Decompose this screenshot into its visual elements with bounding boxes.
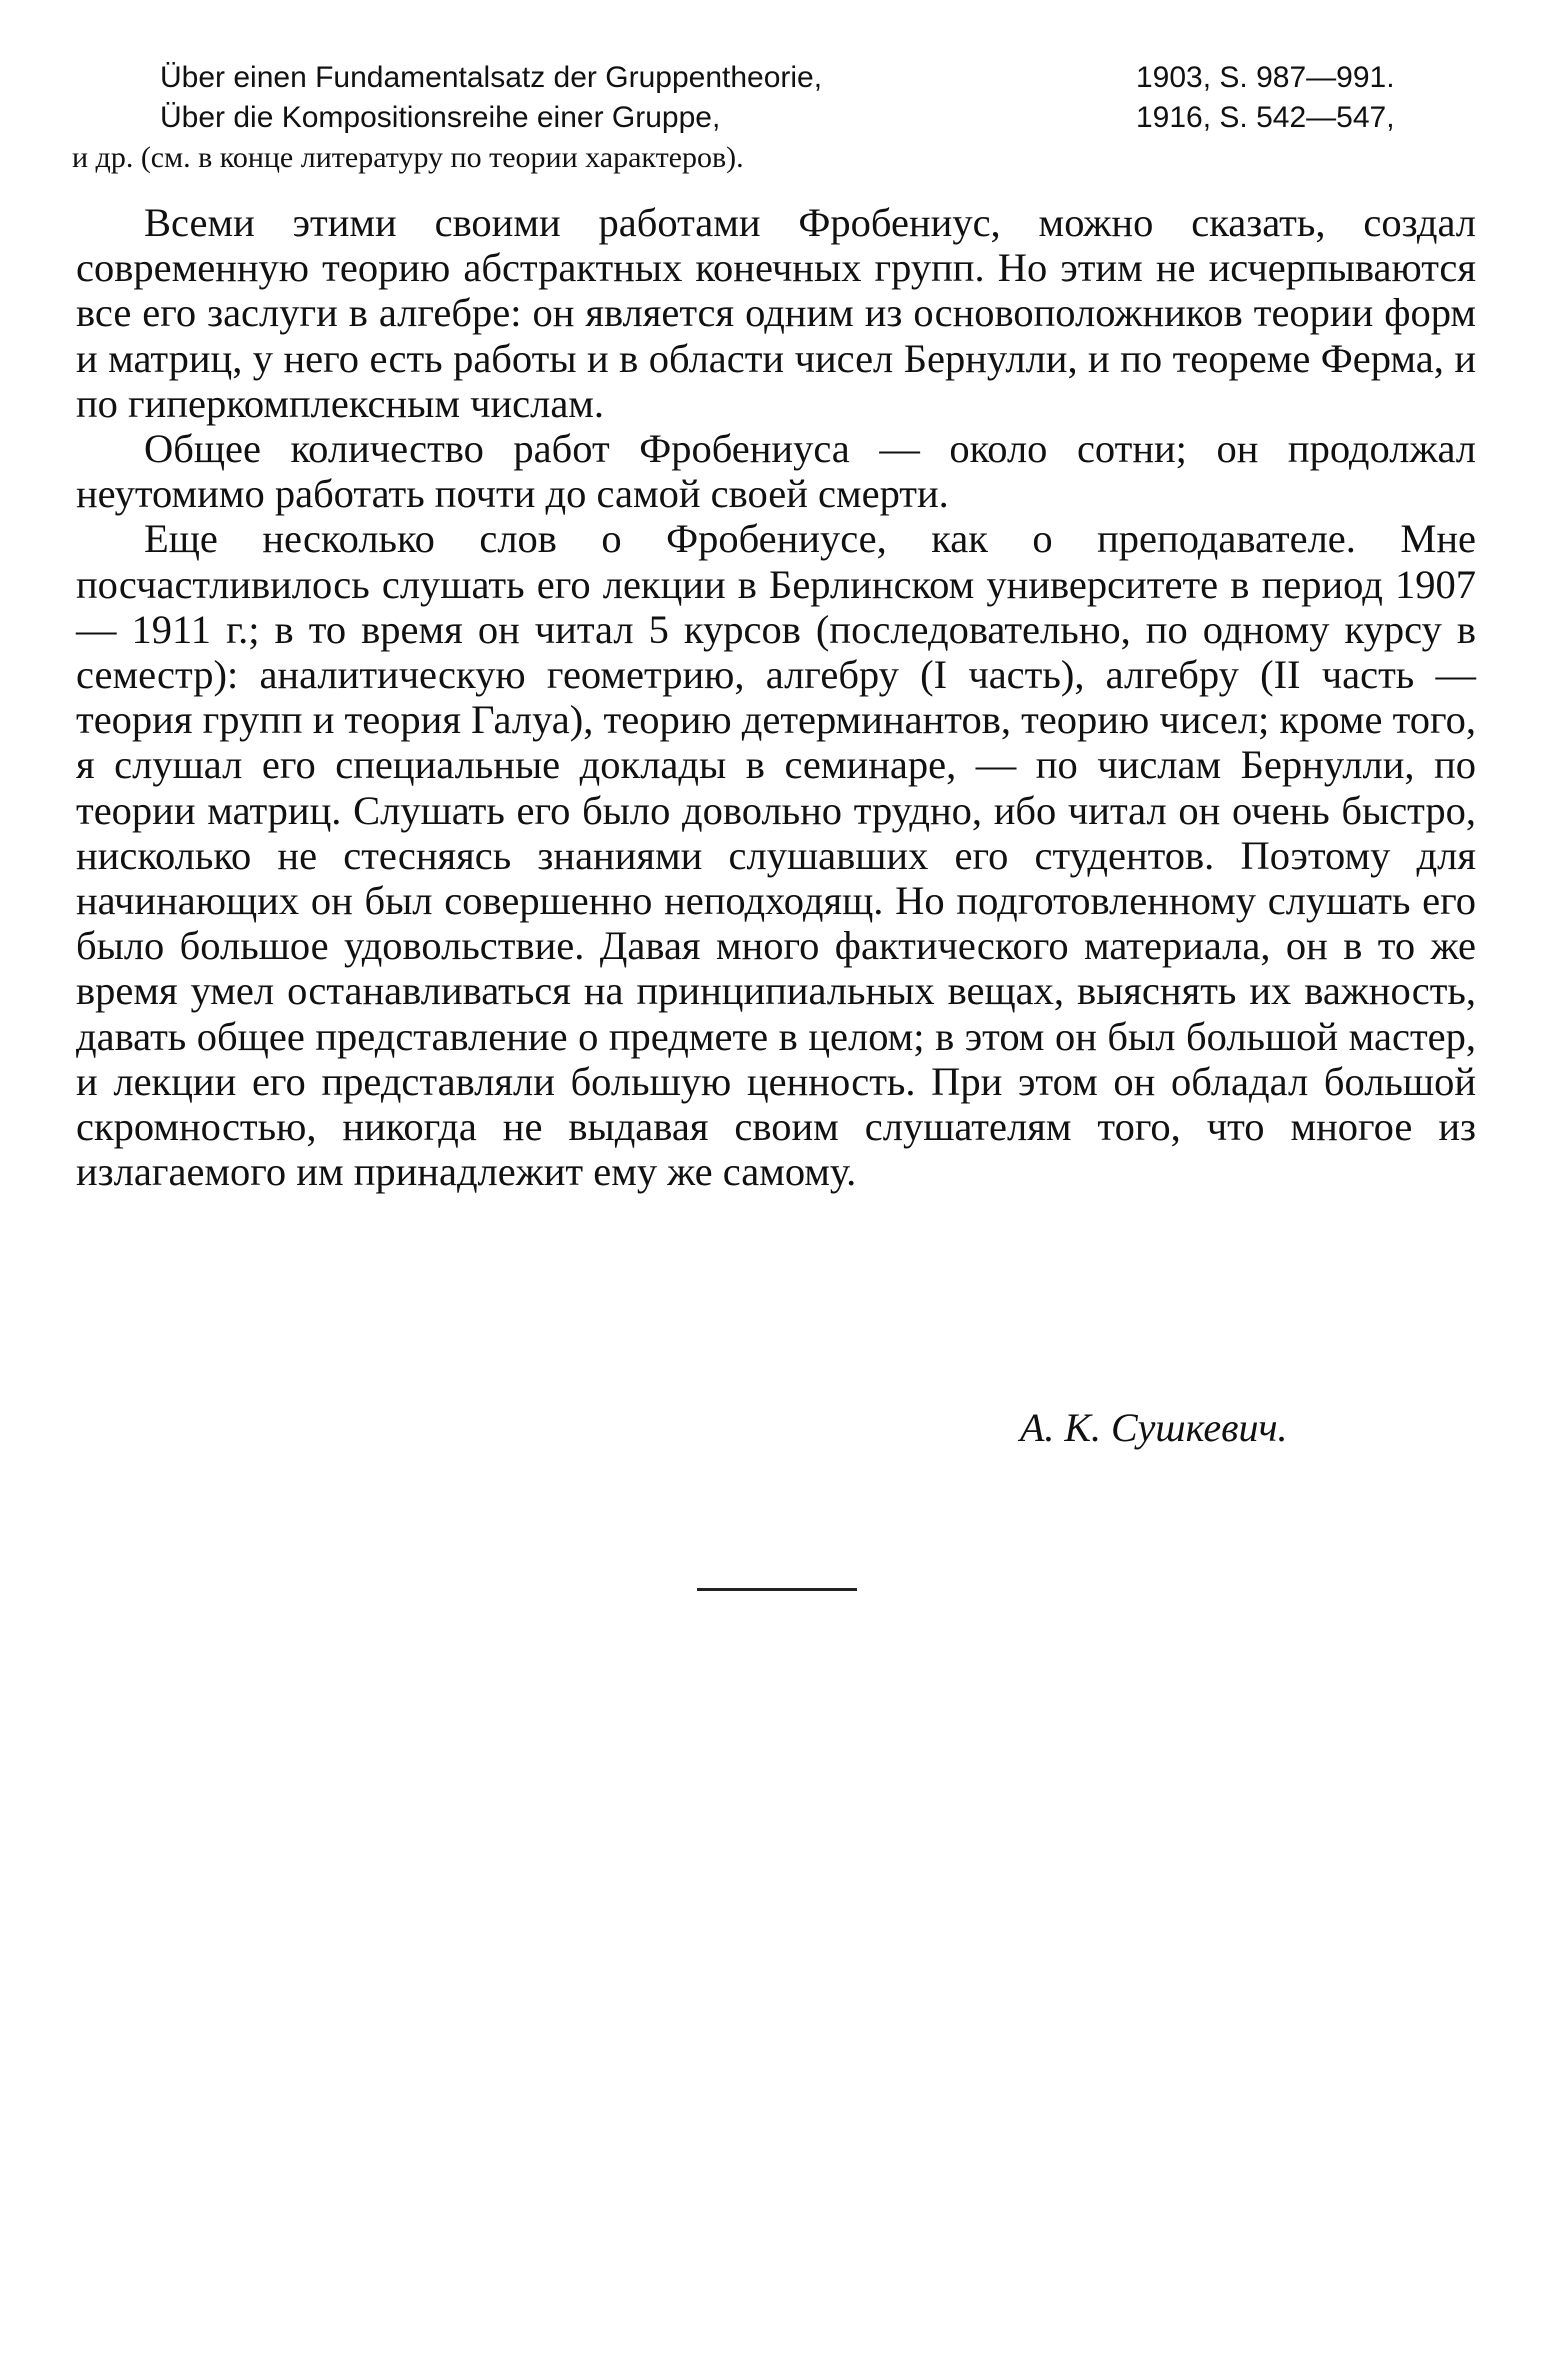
references-block	[72, 58, 1492, 178]
paragraph: Всеми этими своими работами Фробениус, можно сказать, создал современную теорию абстрактных конечных групп. Но этим не исчерпываются все его заслуги в алгебре: он является одним из основоположников теории форм и матриц, у него есть работы и в области чисел Бернулли, и по теореме Ферма, и по гиперкомплексным числам.	[76, 200, 1476, 426]
main-text	[76, 200, 1476, 1194]
paragraph: Общее количество работ Фробениуса — около сотни; он продолжал неутомимо работать почти до самой своей смерти.	[76, 426, 1476, 517]
author-signature: А. К. Сушкевич.	[1020, 1405, 1288, 1450]
reference-item	[72, 98, 1492, 138]
reference-citation: 1903, S. 987—991.	[1136, 61, 1395, 94]
paragraph: Еще несколько слов о Фробениусе, как о преподавателе. Мне посчастливилось слушать его лекции в Берлинском университете в период 1907 — 1911 г.; в то время он читал 5 курсов (последовательно, по одному курсу в семестр): аналитическую геометрию, алгебру (I часть), алгебру (II часть — теория групп и теория Галуа), теорию детерминантов, теорию чисел; кроме того, я слушал его специальные доклады в семинаре, — по числам Бернулли, по теории матриц. Слушать его было довольно трудно, ибо читал он очень быстро, нисколько не стесняясь знаниями слушавших его студентов. Поэтому для начинающих он был совершенно неподходящ. Но подготовленному слушать его было большое удовольствие. Давая много фактического материала, он в то же время умел останавливаться на принципиальных вещах, выяснять их важность, давать общее представление о предмете в целом; в этом он был большой мастер, и лекции его представляли большую ценность. При этом он обладал большой скромностью, никогда не выдавая своим слушателям того, что многое из излагаемого им принадлежит ему же самому.	[76, 516, 1476, 1195]
reference-note-row	[72, 138, 1492, 178]
reference-item	[72, 58, 1492, 98]
reference-title: Über die Kompositionsreihe einer Gruppe,	[160, 101, 721, 134]
reference-citation: 1916, S. 542—547,	[1136, 101, 1395, 134]
reference-note: и др. (см. в конце литературу по теории характеров).	[72, 141, 744, 174]
reference-title: Über einen Fundamentalsatz der Gruppentheorie,	[160, 61, 823, 94]
section-end-rule	[697, 1588, 857, 1591]
